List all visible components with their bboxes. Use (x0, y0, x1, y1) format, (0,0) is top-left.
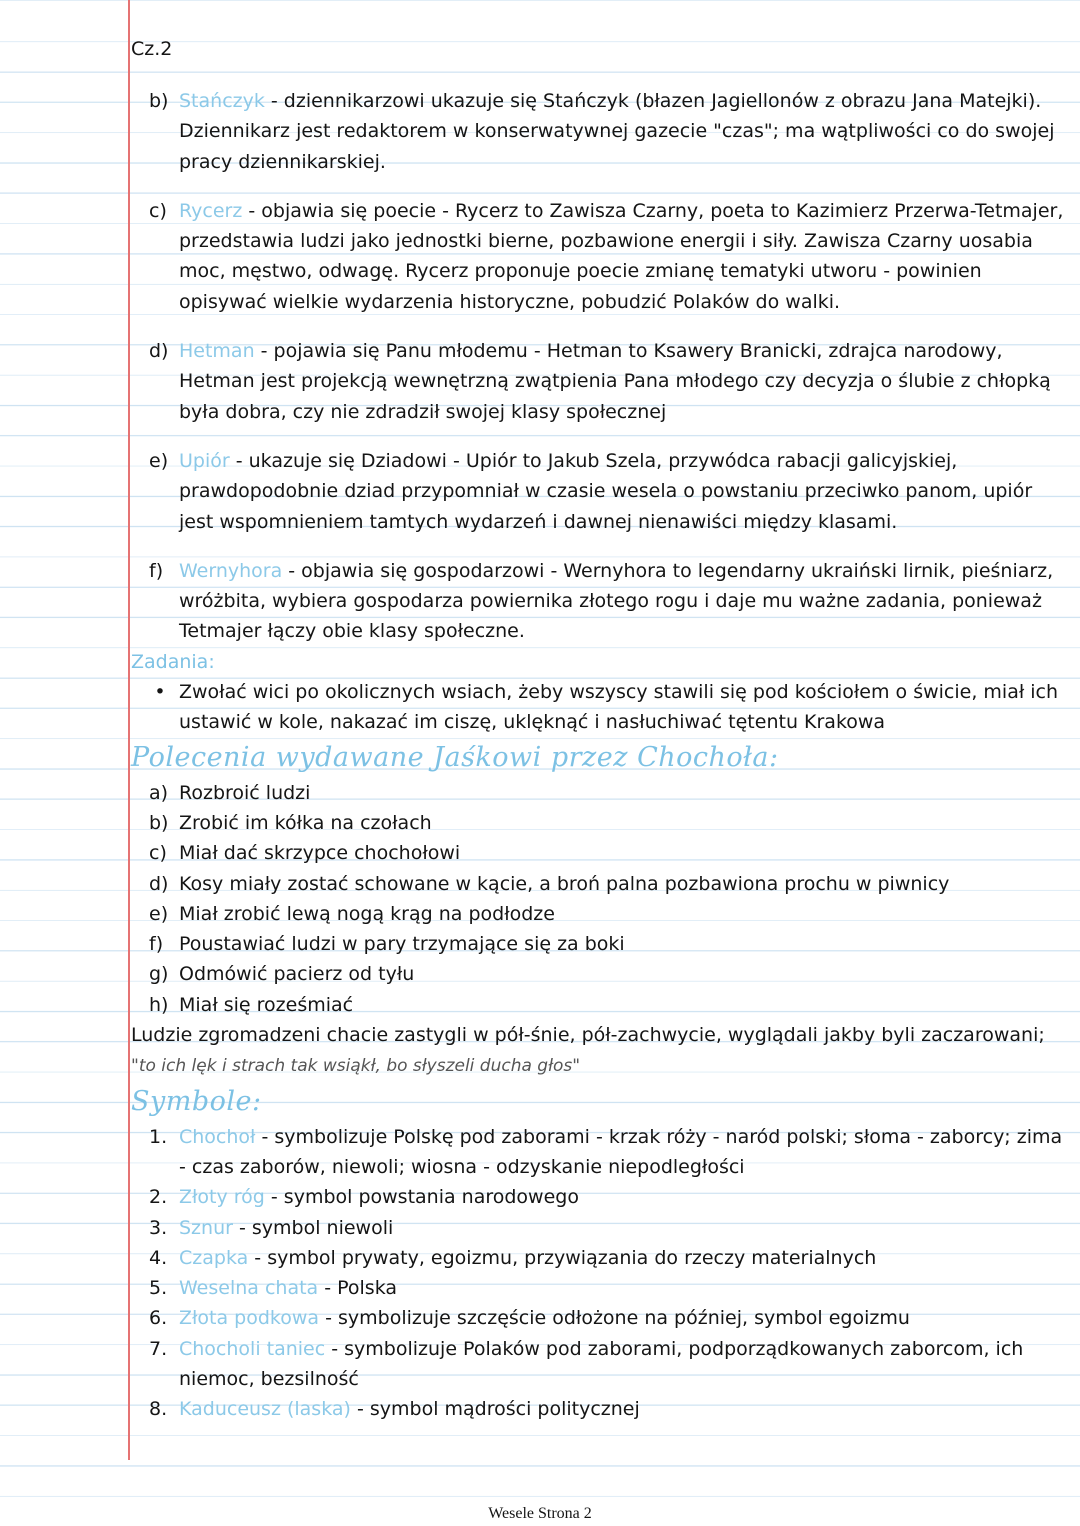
item-number: 8. (149, 1398, 168, 1421)
list-item (131, 808, 1066, 838)
item-number: 7. (149, 1337, 168, 1360)
item-letter: c) (149, 199, 167, 222)
list-item (131, 1122, 1066, 1183)
apparition-item (131, 86, 1066, 177)
apparitions-list (131, 86, 1066, 647)
item-text: Poustawiać ludzi w pary trzymające się za boki (179, 933, 625, 956)
item-text: - symbol powstania narodowego (264, 1186, 579, 1209)
summary-text: Ludzie zgromadzeni chacie zastygli w pół-śnie, pół-zachwycie, wyglądali jakby byli zaczarowani; (131, 1024, 1045, 1047)
apparition-item (131, 196, 1066, 317)
item-letter: d) (149, 872, 169, 895)
commands-heading: Polecenia wydawane Jaśkowi przez Chochoła: (131, 741, 779, 773)
margin-line (128, 0, 130, 1460)
item-letter: f) (149, 933, 164, 956)
item-letter: g) (149, 963, 169, 986)
item-letter: b) (149, 90, 169, 112)
part-label: Cz.2 (131, 38, 173, 60)
list-item (131, 990, 1066, 1020)
item-text: - symbolizuje szczęście odłożone na później, symbol egoizmu (319, 1307, 910, 1330)
commands-list (131, 778, 1066, 1020)
item-letter: f) (149, 559, 164, 582)
summary-paragraph (131, 1020, 1066, 1082)
item-text: Rozbroić ludzi (179, 781, 311, 804)
list-item (131, 1273, 1066, 1303)
item-text: - pojawia się Panu młodemu - Hetman to Ksawery Branicki, zdrajca narodowy, Hetman jest projekcją wewnętrzną zwątpienia Pana młodego czy decyzja o ślubie z chłopką była dobra, czy nie zdradził swojej klasy społecznej (179, 340, 1051, 423)
item-text: - symbol niewoli (232, 1216, 394, 1239)
item-number: 1. (149, 1125, 168, 1148)
list-item (131, 1334, 1066, 1395)
item-text: - symbolizuje Polaków pod zaborami, podporządkowanych zaborcom, ich niemoc, bezsilność (179, 1337, 1024, 1390)
item-number: 2. (149, 1186, 168, 1209)
item-text: - symbol mądrości politycznej (350, 1398, 640, 1421)
item-number: 4. (149, 1246, 168, 1269)
item-text: - Polska (318, 1277, 398, 1300)
tasks-heading: Zadania: (131, 650, 215, 673)
list-item (131, 899, 1066, 929)
item-letter: a) (149, 781, 169, 804)
task-text: Zwołać wici po okolicznych wsiach, żeby wszyscy stawili się pod kościołem o świcie, miał ich ustawić w kole, nakazać im ciszę, uklęknąć i nasłuchiwać tętentu Krakowa (179, 681, 1059, 734)
item-number: 3. (149, 1216, 168, 1239)
list-item (131, 1303, 1066, 1333)
item-text: - objawia się poecie - Rycerz to Zawisza Czarny, poeta to Kazimierz Przerwa-Tetmajer, przedstawia ludzi jako jednostki bierne, pozbawione energii i siły. Zawisza Czarny uosabia moc, męstwo, odwagę. Rycerz proponuje poecie zmianę tematyki utworu - powinien opisywać wielkie wydarzenia historyczne, pobudzić Polaków do walki. (179, 199, 1064, 313)
item-text: - dziennikarzowi ukazuje się Stańczyk (błazen Jagiellonów z obrazu Jana Matejki). Dziennikarz jest redaktorem w konserwatywnej gazecie "czas"; ma wątpliwości co do swojej pracy dziennikarskiej. (179, 90, 1055, 173)
item-term: Chochoł (179, 1125, 256, 1148)
list-item (131, 959, 1066, 989)
bullet-icon: • (154, 681, 166, 704)
summary-quote: "to ich lęk i strach tak wsiąkł, bo słyszeli ducha głos" (131, 1056, 581, 1077)
page-footer: Wesele Strona 2 (488, 1505, 592, 1522)
item-text: Miał się roześmiać (179, 993, 354, 1016)
list-item (131, 1213, 1066, 1243)
item-letter: d) (149, 340, 169, 363)
list-item (131, 1182, 1066, 1212)
item-text: Miał zrobić lewą nogą krąg na podłodze (179, 902, 555, 925)
list-item (131, 1394, 1066, 1424)
item-letter: e) (149, 449, 169, 472)
item-number: 5. (149, 1277, 168, 1300)
item-term: Sznur (179, 1216, 233, 1239)
item-term: Rycerz (179, 199, 243, 222)
item-number: 6. (149, 1307, 168, 1330)
item-text: Miał dać skrzypce chochołowi (179, 842, 461, 865)
item-letter: c) (149, 842, 167, 865)
list-item (131, 1243, 1066, 1273)
item-text: Zrobić im kółka na czołach (179, 811, 432, 834)
item-letter: e) (149, 902, 169, 925)
item-term: Upiór (179, 449, 230, 472)
item-text: - symbolizuje Polskę pod zaborami - krzak róży - naród polski; słoma - zaborcy; zima - czas zaborów, niewoli; wiosna - odzyskanie niepodległości (179, 1125, 1063, 1178)
list-item (131, 929, 1066, 959)
item-letter: h) (149, 993, 169, 1016)
item-term: Weselna chata (179, 1277, 319, 1300)
apparition-item (131, 556, 1066, 647)
item-text: - objawia się gospodarzowi - Wernyhora to legendarny ukraiński lirnik, pieśniarz, wróżbita, wybiera gospodarza powiernika złotego rogu i daje mu ważne zadania, ponieważ Tetmajer łączy obie klasy społeczne. (179, 559, 1054, 643)
item-term: Stańczyk (179, 90, 265, 112)
item-term: Hetman (179, 340, 255, 363)
item-term: Złoty róg (179, 1186, 265, 1209)
list-item (131, 778, 1066, 808)
item-text: Odmówić pacierz od tyłu (179, 963, 415, 986)
item-term: Chocholi taniec (179, 1337, 326, 1360)
item-text: Kosy miały zostać schowane w kącie, a broń palna pozbawiona prochu w piwnicy (179, 872, 950, 895)
item-term: Czapka (179, 1246, 249, 1269)
item-term: Złota podkowa (179, 1307, 320, 1330)
symbols-heading: Symbole: (131, 1085, 262, 1117)
item-letter: b) (149, 811, 169, 834)
apparition-item (131, 336, 1066, 427)
item-term: Wernyhora (179, 559, 283, 582)
symbols-list (131, 1122, 1066, 1425)
task-item (131, 677, 1066, 738)
apparition-item (131, 446, 1066, 537)
item-text: - ukazuje się Dziadowi - Upiór to Jakub Szela, przywódca rabacji galicyjskiej, prawdopodobnie dziad przypomniał w czasie wesela o powstaniu przeciwko panom, upiór jest wspomnieniem tamtych wydarzeń i dawnej nienawiści między klasami. (179, 449, 1033, 533)
list-item (131, 869, 1066, 899)
page-content (131, 32, 1066, 1425)
item-text: - symbol prywaty, egoizmu, przywiązania do rzeczy materialnych (248, 1246, 877, 1269)
item-term: Kaduceusz (laska) (179, 1398, 351, 1421)
list-item (131, 838, 1066, 868)
